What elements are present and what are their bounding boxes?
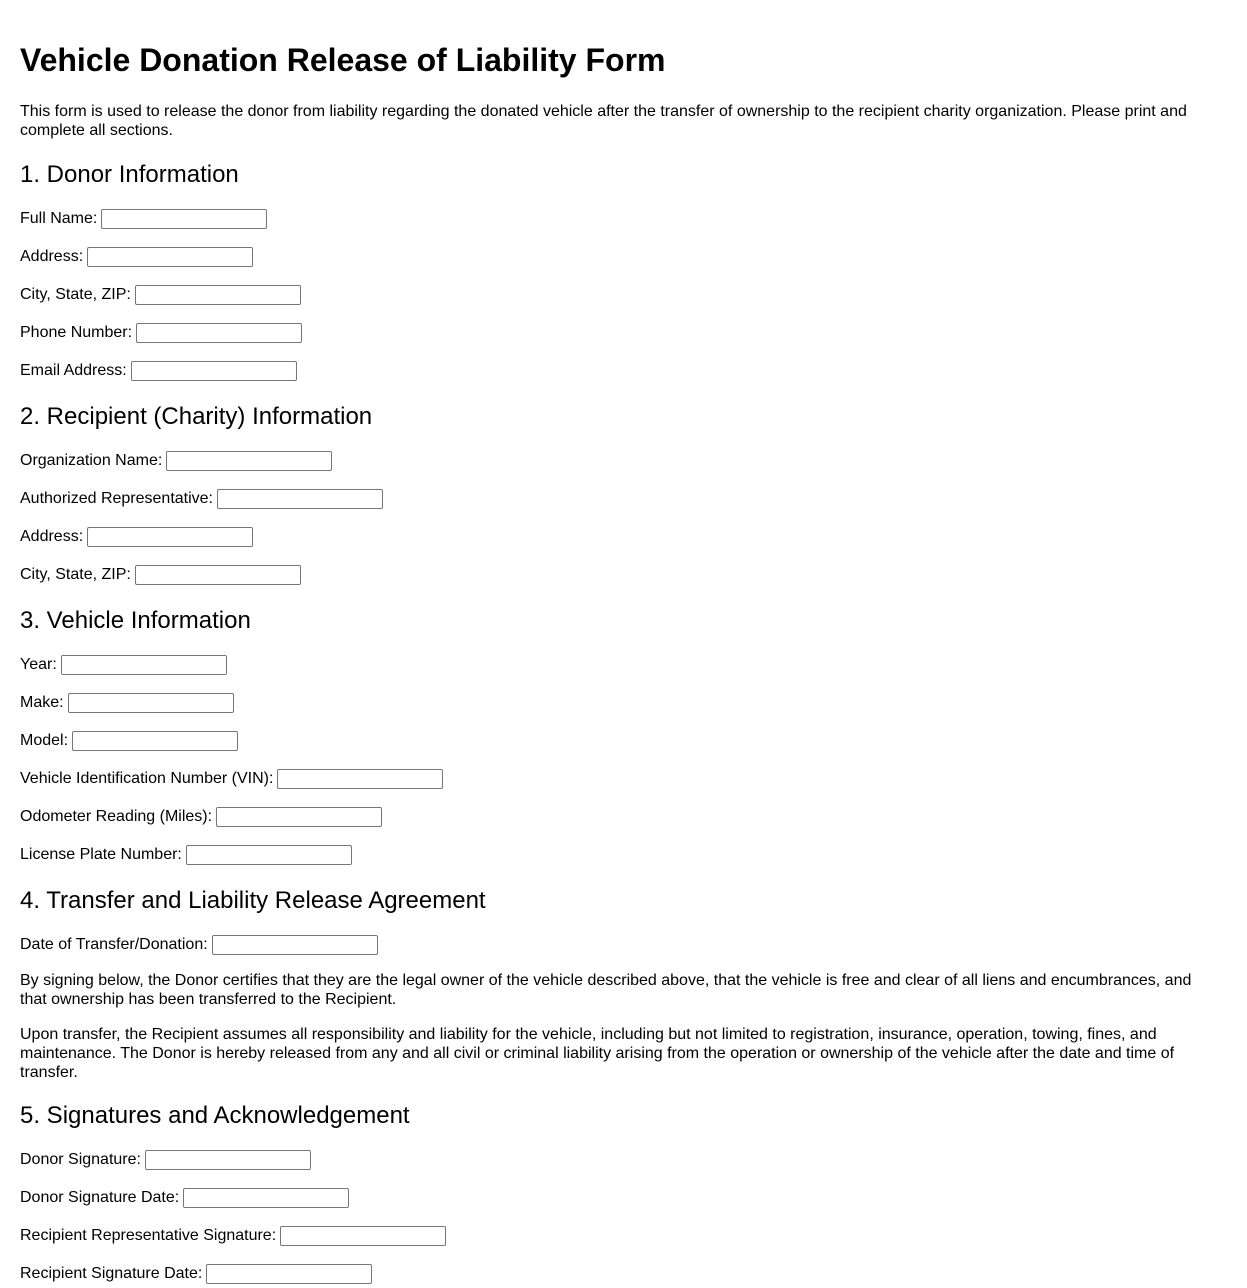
section-heading-agreement: 4. Transfer and Liability Release Agreement — [20, 887, 486, 914]
vehicle-year-row — [20, 654, 1227, 676]
transfer-date-input[interactable] — [212, 935, 378, 955]
vehicle-vin-label: Vehicle Identification Number (VIN): — [20, 770, 274, 787]
vehicle-plate-label: License Plate Number: — [20, 846, 182, 863]
recipient-signature-date-row — [20, 1263, 1227, 1285]
recipient-city-state-zip-input[interactable] — [135, 565, 301, 585]
donor-email-row — [20, 360, 1227, 382]
vehicle-model-input[interactable] — [72, 731, 238, 751]
donor-address-row — [20, 246, 1227, 268]
vehicle-plate-row — [20, 844, 1227, 866]
donor-city-state-zip-input[interactable] — [135, 285, 301, 305]
vehicle-odometer-row — [20, 806, 1227, 828]
vehicle-model-label: Model: — [20, 732, 69, 749]
authorized-rep-input[interactable] — [217, 489, 383, 509]
vehicle-odometer-input[interactable] — [216, 807, 382, 827]
donor-signature-date-input[interactable] — [183, 1188, 349, 1208]
donor-address-input[interactable] — [87, 247, 253, 267]
vehicle-year-input[interactable] — [61, 655, 227, 675]
donor-signature-input[interactable] — [145, 1150, 311, 1170]
recipient-signature-row — [20, 1225, 1227, 1247]
section-heading-vehicle: 3. Vehicle Information — [20, 607, 251, 634]
recipient-address-input[interactable] — [87, 527, 253, 547]
donor-phone-row — [20, 322, 1227, 344]
donor-phone-label: Phone Number: — [20, 324, 133, 341]
donor-address-label: Address: — [20, 248, 84, 265]
donor-email-label: Email Address: — [20, 362, 127, 379]
recipient-signature-date-input[interactable] — [206, 1264, 372, 1284]
transfer-date-label: Date of Transfer/Donation: — [20, 936, 208, 953]
donor-email-input[interactable] — [131, 361, 297, 381]
agreement-paragraph-ownership: By signing below, the Donor certifies that they are the legal owner of the vehicle described above, that the vehicle is free and clear of all liens and encumbrances, and that ownership has been transferred to the Recipient. — [20, 972, 1192, 1008]
vehicle-model-row — [20, 730, 1227, 752]
donor-phone-input[interactable] — [136, 323, 302, 343]
agreement-paragraph-liability: Upon transfer, the Recipient assumes all responsibility and liability for the vehicle, including but not limited to registration, insurance, operation, towing, fines, and maintenance. The Donor is hereby released from any and all civil or criminal liability arising from the operation or ownership of the vehicle after the date and time of transfer. — [20, 1026, 1175, 1081]
section-heading-signatures: 5. Signatures and Acknowledgement — [20, 1102, 410, 1129]
section-heading-recipient: 2. Recipient (Charity) Information — [20, 403, 373, 430]
recipient-signature-date-label: Recipient Signature Date: — [20, 1265, 203, 1282]
donor-full-name-row — [20, 208, 1227, 230]
vehicle-odometer-label: Odometer Reading (Miles): — [20, 808, 213, 825]
vehicle-plate-input[interactable] — [186, 845, 352, 865]
section-heading-donor: 1. Donor Information — [20, 161, 239, 188]
recipient-signature-label: Recipient Representative Signature: — [20, 1227, 277, 1244]
vehicle-make-input[interactable] — [68, 693, 234, 713]
donor-signature-date-row — [20, 1187, 1227, 1209]
intro-text: This form is used to release the donor from liability regarding the donated vehicle after the transfer of ownership to the recipient charity organization. Please print and complete all sections. — [20, 103, 1187, 139]
org-name-label: Organization Name: — [20, 452, 163, 469]
authorized-rep-label: Authorized Representative: — [20, 490, 213, 507]
authorized-rep-row — [20, 488, 1227, 510]
vehicle-vin-row — [20, 768, 1227, 790]
transfer-date-row — [20, 934, 1227, 956]
recipient-city-state-zip-label: City, State, ZIP: — [20, 566, 131, 583]
org-name-input[interactable] — [166, 451, 332, 471]
donor-city-state-zip-row — [20, 284, 1227, 306]
donor-signature-row — [20, 1149, 1227, 1171]
recipient-signature-input[interactable] — [280, 1226, 446, 1246]
org-name-row — [20, 450, 1227, 472]
recipient-address-row — [20, 526, 1227, 548]
donor-full-name-input[interactable] — [101, 209, 267, 229]
recipient-city-state-zip-row — [20, 564, 1227, 586]
vehicle-vin-input[interactable] — [277, 769, 443, 789]
vehicle-make-row — [20, 692, 1227, 714]
donor-full-name-label: Full Name: — [20, 210, 98, 227]
page-title: Vehicle Donation Release of Liability Form — [20, 42, 666, 78]
donor-signature-date-label: Donor Signature Date: — [20, 1189, 180, 1206]
vehicle-year-label: Year: — [20, 656, 57, 673]
recipient-address-label: Address: — [20, 528, 84, 545]
donor-city-state-zip-label: City, State, ZIP: — [20, 286, 131, 303]
vehicle-make-label: Make: — [20, 694, 64, 711]
donor-signature-label: Donor Signature: — [20, 1151, 141, 1168]
